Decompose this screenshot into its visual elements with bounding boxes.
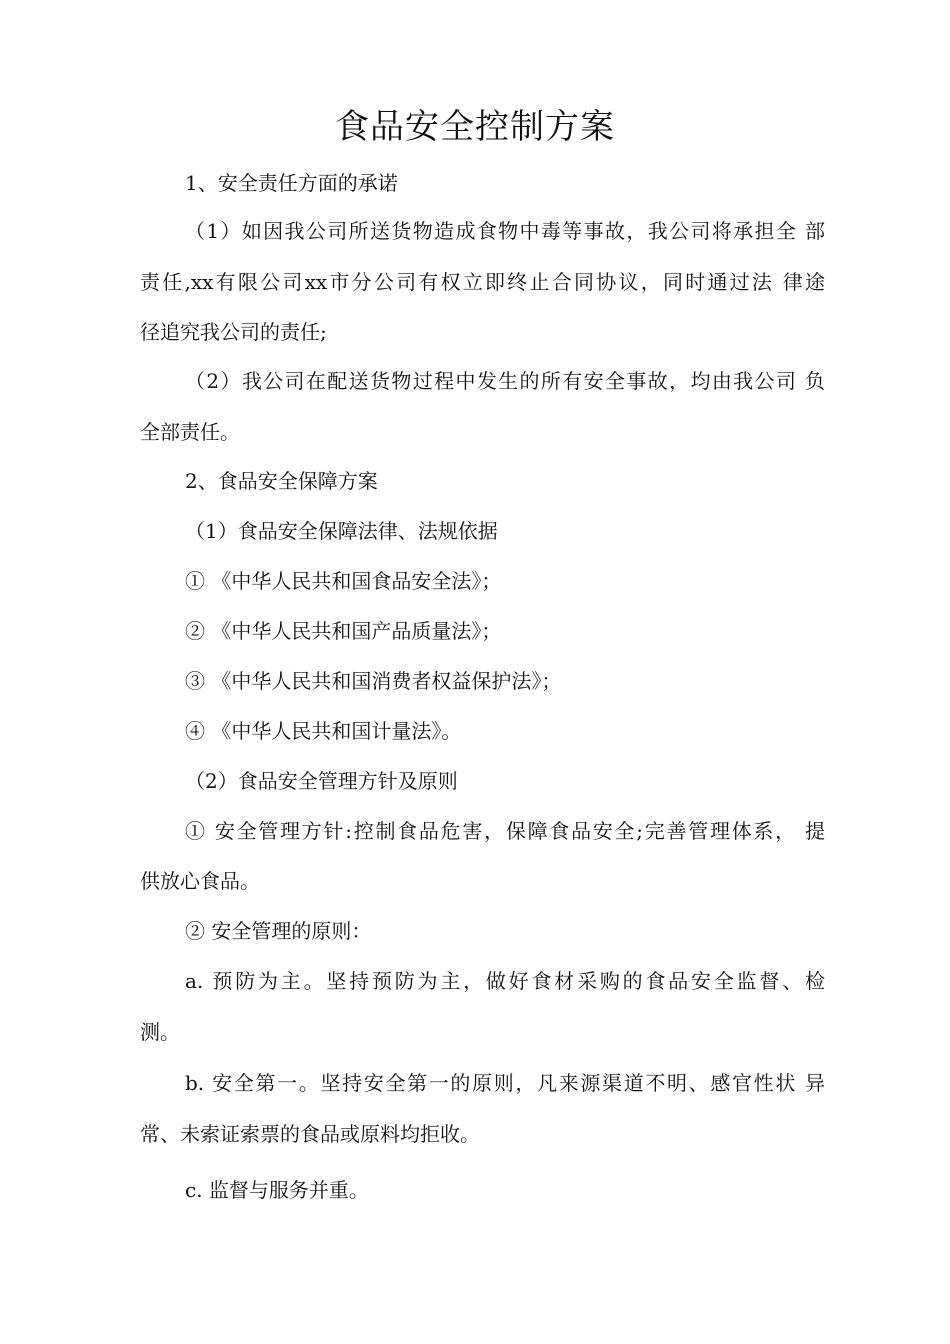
subsection-heading: （1）食品安全保障法律、法规依据 (185, 519, 498, 543)
document-title: 食品安全控制方案 (335, 107, 615, 147)
paragraph-line: b. 安全第一。坚持安全第一的原则，凡来源渠道不明、感官性状 异 (185, 1071, 825, 1095)
section-heading-2: 2、食品安全保障方案 (185, 469, 378, 493)
list-item: ② 安全管理的原则： (185, 919, 372, 943)
paragraph-line: 常、未索证索票的食品或原料均拒收。 (140, 1122, 480, 1146)
paragraph-line: （1）如因我公司所送货物造成食物中毒等事故，我公司将承担全 部 (185, 219, 825, 243)
paragraph-line: 责任,xx有限公司xx市分公司有权立即终止合同协议，同时通过法 律途 (140, 270, 825, 294)
paragraph-line: 供放心食品。 (140, 869, 260, 893)
list-item: ① 《中华人民共和国食品安全法》； (185, 569, 502, 593)
subsection-heading: （2）食品安全管理方针及原则 (185, 769, 458, 793)
paragraph-line: a. 预防为主。坚持预防为主，做好食材采购的食品安全监督、检 (185, 969, 825, 993)
paragraph-line: c. 监督与服务并重。 (185, 1178, 369, 1202)
list-item: ④ 《中华人民共和国计量法》。 (185, 719, 462, 743)
paragraph-line: 径追究我公司的责任; (140, 320, 327, 344)
list-item: ② 《中华人民共和国产品质量法》； (185, 619, 502, 643)
paragraph-line: 全部责任。 (140, 420, 240, 444)
paragraph-line: （2）我公司在配送货物过程中发生的所有安全事故，均由我公司 负 (185, 369, 825, 393)
section-heading-1: 1、安全责任方面的承诺 (185, 171, 398, 195)
list-item: ③ 《中华人民共和国消费者权益保护法》； (185, 669, 562, 693)
paragraph-line: ① 安全管理方针:控制食品危害，保障食品安全;完善管理体系， 提 (185, 819, 825, 843)
paragraph-line: 测。 (140, 1020, 180, 1044)
